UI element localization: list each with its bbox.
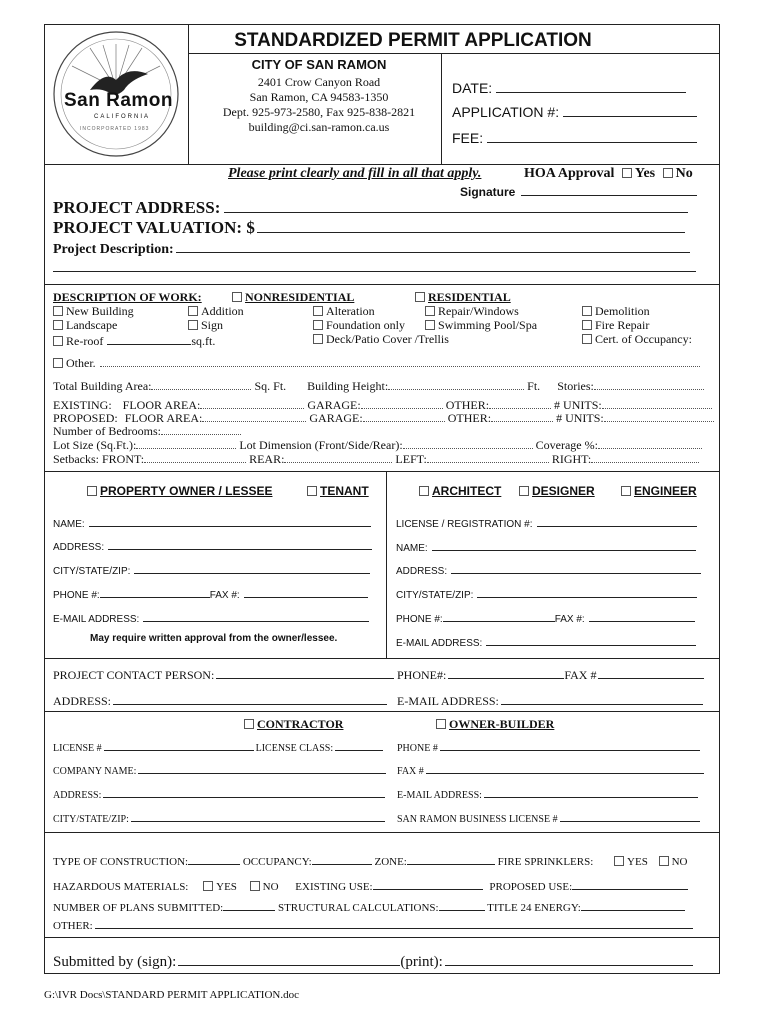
proposed-units-label: # UNITS: [556, 411, 604, 425]
submitted-sign-field[interactable] [178, 953, 400, 966]
existing-floor-area-label: FLOOR AREA: [122, 398, 201, 412]
stories-label: Stories: [557, 379, 594, 393]
occupancy-label: OCCUPANCY: [242, 856, 312, 868]
application-field[interactable] [563, 104, 697, 117]
application-label: APPLICATION #: [452, 104, 560, 120]
addition-label: Addition [201, 304, 244, 318]
reroof-sqft-unit: sq.ft. [191, 334, 216, 348]
contractor-address-field[interactable] [103, 785, 385, 798]
hoa-yes-label: Yes [634, 166, 656, 181]
construction-type-field[interactable] [188, 852, 240, 865]
arch-name-field[interactable] [432, 538, 696, 551]
existing-units-field[interactable] [602, 397, 712, 409]
owner-fax-label: FAX #: [209, 590, 240, 601]
sign-label: Sign [201, 318, 224, 332]
setback-rear-label: REAR: [249, 452, 285, 466]
deck-label: Deck/Patio Cover /Trellis [326, 332, 449, 346]
city-address-1: 2401 Crow Canyon Road [257, 75, 381, 89]
arch-city-label: CITY/STATE/ZIP: [396, 590, 474, 601]
city-phone-fax: Dept. 925-973-2580, Fax 925-838-2821 [222, 105, 416, 119]
bedrooms-label: Number of Bedrooms: [53, 424, 161, 438]
coverage-label: Coverage %: [535, 438, 598, 452]
other-work-label: Other. [66, 356, 96, 370]
demolition-label: Demolition [595, 304, 650, 318]
addition-checkbox[interactable] [188, 306, 198, 316]
lot-dimension-field[interactable] [403, 437, 533, 449]
reroof-label: Re-roof [66, 334, 104, 348]
contact-address-label: ADDRESS: [53, 694, 112, 708]
foundation-label: Foundation only [326, 318, 406, 332]
pool-checkbox[interactable] [425, 320, 435, 330]
setback-rear-field[interactable] [284, 451, 392, 463]
arch-fax-label: FAX #: [554, 614, 585, 625]
owner-approval-note: May require written approval from the owner/lessee. [90, 633, 338, 644]
hoa-no-label: No [675, 166, 693, 181]
residential-checkbox[interactable] [415, 292, 425, 302]
footer-file-path: G:\IVR Docs\STANDARD PERMIT APPLICATION.doc [44, 989, 299, 1001]
construction-type-label: TYPE OF CONSTRUCTION: [53, 856, 189, 868]
existing-use-field[interactable] [373, 877, 483, 890]
owner-builder-checkbox[interactable] [436, 719, 446, 729]
owner-address-label: ADDRESS: [53, 542, 105, 553]
contact-email-field[interactable] [501, 692, 703, 705]
logo [50, 28, 185, 158]
designer-label: DESIGNER [532, 484, 595, 498]
sprinklers-yes-checkbox[interactable] [614, 856, 624, 866]
architect-label: ARCHITECT [432, 484, 502, 498]
owner-lessee-checkbox[interactable] [87, 486, 97, 496]
contractor-phone-field[interactable] [440, 738, 700, 751]
contractor-license-class-field[interactable] [335, 738, 383, 751]
engineer-label: ENGINEER [634, 484, 697, 498]
proposed-use-field[interactable] [572, 877, 688, 890]
plans-submitted-label: NUMBER OF PLANS SUBMITTED: [53, 902, 224, 914]
hazardous-no-label: NO [262, 881, 279, 893]
other-work-checkbox[interactable] [53, 358, 63, 368]
owner-address-field[interactable] [108, 537, 372, 550]
hoa-no-checkbox[interactable] [663, 168, 673, 178]
construction-other-label: OTHER: [53, 920, 93, 932]
owner-fax-field[interactable] [244, 585, 368, 598]
page-title: STANDARDIZED PERMIT APPLICATION [234, 30, 592, 51]
fee-field[interactable] [487, 130, 697, 143]
owner-lessee-label: PROPERTY OWNER / LESSEE [100, 484, 273, 498]
demolition-checkbox[interactable] [582, 306, 592, 316]
plans-submitted-field[interactable] [223, 898, 275, 911]
repair-windows-label: Repair/Windows [438, 304, 519, 318]
contact-fax-label: FAX # [564, 668, 597, 682]
fire-repair-label: Fire Repair [595, 318, 650, 332]
nonresidential-checkbox[interactable] [232, 292, 242, 302]
arch-city-field[interactable] [477, 585, 697, 598]
contractor-company-field[interactable] [138, 761, 386, 774]
coverage-field[interactable] [598, 437, 702, 449]
fire-repair-checkbox[interactable] [582, 320, 592, 330]
landscape-label: Landscape [66, 318, 118, 332]
contractor-checkbox[interactable] [244, 719, 254, 729]
contractor-license-label: LICENSE # [53, 743, 102, 754]
owner-name-field[interactable] [89, 514, 371, 527]
project-description-label: Project Description: [53, 242, 174, 257]
contractor-license-field[interactable] [104, 738, 254, 751]
project-description-line-2[interactable] [53, 271, 696, 272]
business-license-label: SAN RAMON BUSINESS LICENSE # [397, 814, 558, 825]
lot-size-field[interactable] [136, 437, 236, 449]
owner-city-field[interactable] [134, 561, 370, 574]
setback-right-label: RIGHT: [551, 452, 592, 466]
tenant-checkbox[interactable] [307, 486, 317, 496]
contractor-fax-label: FAX # [397, 766, 424, 777]
proposed-label: PROPOSED: [53, 411, 118, 425]
zone-label: ZONE: [374, 856, 407, 868]
arch-email-field[interactable] [486, 633, 696, 646]
logo-name: San Ramon [64, 90, 174, 111]
residential-label: RESIDENTIAL [428, 290, 511, 304]
signature-label: Signature [460, 185, 516, 199]
city-address-2: San Ramon, CA 94583-1350 [249, 90, 389, 104]
project-description-field[interactable] [176, 240, 690, 253]
arch-license-label: LICENSE / REGISTRATION #: [396, 519, 533, 530]
contractor-fax-field[interactable] [426, 761, 704, 774]
other-work-field[interactable] [100, 355, 700, 367]
sprinklers-no-checkbox[interactable] [659, 856, 669, 866]
date-label: DATE: [452, 80, 493, 96]
contact-person-label: PROJECT CONTACT PERSON: [53, 668, 215, 682]
reroof-sqft-field[interactable] [107, 332, 191, 345]
description-of-work-label: DESCRIPTION OF WORK: [53, 290, 202, 304]
hazardous-no-checkbox[interactable] [250, 881, 260, 891]
building-height-field[interactable] [388, 378, 524, 390]
existing-garage-field[interactable] [361, 397, 443, 409]
construction-other-field[interactable] [95, 916, 693, 929]
sign-checkbox[interactable] [188, 320, 198, 330]
project-valuation-label: PROJECT VALUATION: $ [53, 218, 255, 237]
repair-windows-checkbox[interactable] [425, 306, 435, 316]
owner-phone-label: PHONE #: [53, 590, 100, 601]
hoa-yes-checkbox[interactable] [622, 168, 632, 178]
project-address-label: PROJECT ADDRESS: [53, 198, 221, 217]
existing-floor-area-field[interactable] [200, 397, 304, 409]
contractor-license-class-label: LICENSE CLASS: [255, 743, 334, 754]
total-area-unit: Sq. Ft. [254, 379, 287, 393]
proposed-floor-area-field[interactable] [202, 410, 306, 422]
lot-dimension-label: Lot Dimension (Front/Side/Rear): [239, 438, 403, 452]
contractor-phone-label: PHONE # [397, 743, 438, 754]
arch-fax-field[interactable] [589, 609, 695, 622]
submitted-print-field[interactable] [445, 953, 693, 966]
contractor-city-label: CITY/STATE/ZIP: [53, 814, 129, 825]
title24-field[interactable] [581, 898, 685, 911]
nonresidential-label: NONRESIDENTIAL [245, 290, 355, 304]
submitted-sign-label: Submitted by (sign): [53, 954, 177, 970]
bedrooms-field[interactable] [161, 423, 241, 435]
foundation-checkbox[interactable] [313, 320, 323, 330]
title24-label: TITLE 24 ENERGY: [487, 902, 581, 914]
building-height-label: Building Height: [307, 379, 389, 393]
proposed-use-label: PROPOSED USE: [489, 881, 573, 893]
proposed-floor-area-label: FLOOR AREA: [124, 411, 203, 425]
arch-address-label: ADDRESS: [396, 566, 448, 577]
setback-right-field[interactable] [591, 451, 699, 463]
deck-checkbox[interactable] [313, 334, 323, 344]
sprinklers-yes-label: YES [627, 856, 648, 868]
sprinklers-no-label: NO [671, 856, 688, 868]
alteration-label: Alteration [326, 304, 375, 318]
date-field[interactable] [496, 80, 686, 93]
pool-label: Swimming Pool/Spa [438, 318, 538, 332]
building-height-unit: Ft. [527, 379, 541, 393]
project-valuation-field[interactable] [257, 218, 685, 233]
setback-front-field[interactable] [144, 451, 246, 463]
engineer-checkbox[interactable] [621, 486, 631, 496]
hoa-label: HOA Approval [524, 166, 615, 181]
owner-email-field[interactable] [143, 609, 369, 622]
existing-units-label: # UNITS: [554, 398, 602, 412]
reroof-checkbox[interactable] [53, 336, 63, 346]
fee-label: FEE: [452, 130, 484, 146]
zone-field[interactable] [407, 852, 495, 865]
cert-occupancy-label: Cert. of Occupancy: [595, 332, 692, 346]
occupancy-field[interactable] [312, 852, 372, 865]
arch-name-label: NAME: [396, 543, 428, 554]
contractor-email-field[interactable] [484, 785, 698, 798]
existing-garage-label: GARAGE: [307, 398, 361, 412]
contact-person-field[interactable] [216, 666, 394, 679]
landscape-checkbox[interactable] [53, 320, 63, 330]
contact-phone-field[interactable] [448, 666, 564, 679]
structural-label: STRUCTURAL CALCULATIONS: [277, 902, 439, 914]
logo-ring: INCORPORATED 1983 [80, 126, 150, 132]
proposed-other-label: OTHER: [447, 411, 492, 425]
new-building-label: New Building [66, 304, 134, 318]
structural-field[interactable] [439, 898, 485, 911]
contractor-email-label: E-MAIL ADDRESS: [397, 790, 482, 801]
city-email: building@ci.san-ramon.ca.us [248, 120, 390, 134]
contractor-city-field[interactable] [131, 809, 385, 822]
hazardous-yes-label: YES [216, 881, 237, 893]
contractor-company-label: COMPANY NAME: [53, 766, 137, 777]
owner-builder-label: OWNER-BUILDER [449, 717, 555, 731]
arch-license-field[interactable] [537, 514, 697, 527]
proposed-other-field[interactable] [491, 410, 553, 422]
contractor-address-label: ADDRESS: [53, 790, 102, 801]
tenant-label: TENANT [320, 484, 369, 498]
proposed-units-field[interactable] [604, 410, 714, 422]
cert-occupancy-checkbox[interactable] [582, 334, 592, 344]
setback-left-field[interactable] [427, 451, 549, 463]
setbacks-front-label: Setbacks: FRONT: [53, 452, 145, 466]
contact-fax-field[interactable] [598, 666, 704, 679]
city-name: CITY OF SAN RAMON [251, 57, 387, 72]
owner-city-label: CITY/STATE/ZIP: [53, 566, 131, 577]
owner-name-label: NAME: [53, 519, 85, 530]
existing-other-field[interactable] [489, 397, 551, 409]
contact-email-label: E-MAIL ADDRESS: [397, 694, 499, 708]
alteration-checkbox[interactable] [313, 306, 323, 316]
stories-field[interactable] [594, 378, 704, 390]
new-building-checkbox[interactable] [53, 306, 63, 316]
fire-sprinklers-label: FIRE SPRINKLERS: [497, 856, 594, 868]
existing-use-label: EXISTING USE: [295, 881, 373, 893]
total-area-label: Total Building Area: [53, 379, 152, 393]
print-clearly-notice: Please print clearly and fill in all that apply. [228, 166, 482, 181]
owner-phone-field[interactable] [100, 585, 210, 598]
arch-address-field[interactable] [451, 561, 701, 574]
existing-other-label: OTHER: [445, 398, 490, 412]
arch-phone-label: PHONE #: [396, 614, 443, 625]
hazardous-label: HAZARDOUS MATERIALS: [53, 881, 189, 893]
business-license-field[interactable] [560, 809, 700, 822]
contact-address-field[interactable] [113, 692, 387, 705]
designer-checkbox[interactable] [519, 486, 529, 496]
existing-label: EXISTING: [53, 398, 112, 412]
arch-phone-field[interactable] [443, 609, 555, 622]
total-area-field[interactable] [151, 378, 251, 390]
logo-sub: CALIFORNIA [94, 114, 151, 120]
hazardous-yes-checkbox[interactable] [203, 881, 213, 891]
hoa-signature-field[interactable] [521, 183, 697, 196]
architect-checkbox[interactable] [419, 486, 429, 496]
arch-email-label: E-MAIL ADDRESS: [396, 638, 483, 649]
contractor-label: CONTRACTOR [257, 717, 344, 731]
owner-email-label: E-MAIL ADDRESS: [53, 614, 140, 625]
proposed-garage-label: GARAGE: [309, 411, 363, 425]
lot-size-label: Lot Size (Sq.Ft.): [53, 438, 137, 452]
submitted-print-label: (print): [400, 954, 443, 970]
contact-phone-label: PHONE#: [397, 668, 447, 682]
setback-left-label: LEFT: [395, 452, 427, 466]
project-address-field[interactable] [224, 198, 688, 213]
proposed-garage-field[interactable] [363, 410, 445, 422]
